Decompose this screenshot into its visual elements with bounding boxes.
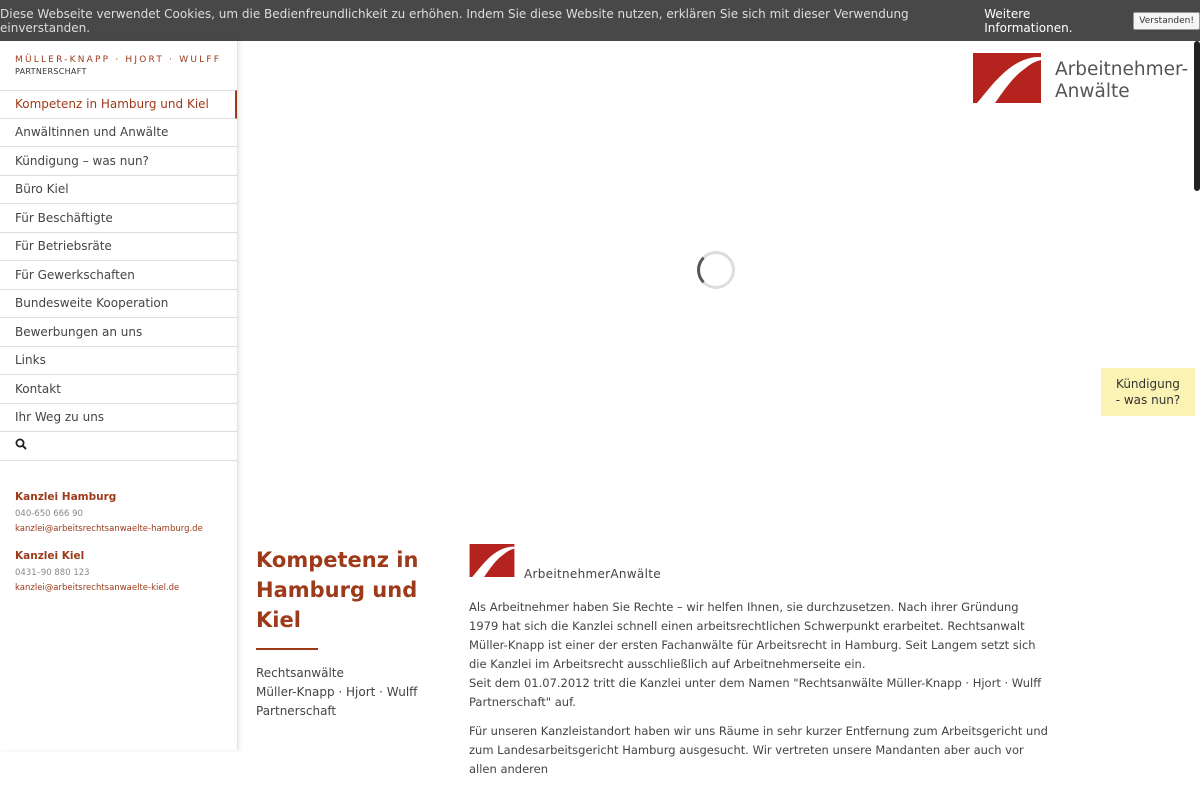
nav-item-kooperation[interactable]: Bundesweite Kooperation <box>0 290 237 319</box>
contact-kiel-email[interactable]: kanzlei@arbeitsrechtsanwaelte-kiel.de <box>15 582 180 593</box>
contacts <box>0 461 237 596</box>
cookie-more-link[interactable]: Weitere Informationen. <box>984 6 1073 35</box>
brand-subtitle: PARTNERSCHAFT <box>15 67 87 76</box>
logo-text-line2: Anwälte <box>1055 81 1130 102</box>
cookie-banner <box>0 0 1200 41</box>
logo-text <box>1055 59 1188 103</box>
nav-item-links[interactable]: Links <box>0 347 237 376</box>
main-content <box>469 544 1049 789</box>
logo-text-line1: Arbeitnehmer- <box>1055 59 1189 80</box>
intro-text-since: Seit dem 01.07.2012 tritt die Kanzlei unter dem Namen "Rechtsanwälte Müller-Knapp · Hjort · Wulff Partnerschaft" auf. <box>469 676 1042 709</box>
nav-item-gewerkschaften[interactable]: Für Gewerkschaften <box>0 261 237 290</box>
contact-hamburg-email[interactable]: kanzlei@arbeitsrechtsanwaelte-hamburg.de <box>15 523 203 534</box>
site-logo[interactable] <box>973 53 1188 107</box>
nav-item-kuendigung[interactable]: Kündigung – was nun? <box>0 147 237 176</box>
nav-item-betriebsraete[interactable]: Für Betriebsräte <box>0 233 237 262</box>
side-tab-line1: Kündigung <box>1116 377 1180 391</box>
intro-text: Als Arbeitnehmer haben Sie Rechte – wir helfen Ihnen, sie durchzusetzen. Nach ihrer Gründung 1979 hat sich die Kanzlei schnell einen arbeitsrechtlichen Schwerpunkt erarbeitet. Rechtsanwalt Müller-Knapp ist einer der ersten Fachanwälte für Arbeitsrecht in Hamburg. Seit Langem setzt sich die Kanzlei im Arbeitsrecht ausschließlich auf Arbeitnehmerseite ein. <box>469 600 1036 671</box>
nav-item-beschaeftigte[interactable]: Für Beschäftigte <box>0 204 237 233</box>
nav-item-bewerbungen[interactable]: Bewerbungen an uns <box>0 318 237 347</box>
nav-item-kontakt[interactable]: Kontakt <box>0 375 237 404</box>
subtitle-line1: Rechtsanwälte <box>256 666 344 680</box>
mini-logo-text: ArbeitnehmerAnwälte <box>524 567 661 581</box>
contact-hamburg-title: Kanzlei Hamburg <box>15 490 117 503</box>
loading-spinner-icon <box>697 251 735 289</box>
contact-hamburg <box>15 491 237 537</box>
mini-logo-mark-icon <box>469 544 515 581</box>
location-paragraph: Für unseren Kanzleistandort haben wir uns Räume in sehr kurzer Entfernung zum Arbeitsgericht und zum Landesarbeitsgericht Hamburg ausgesucht. Wir vertreten unsere Mandanten aber auch vor allen anderen <box>469 724 1048 776</box>
title-divider <box>256 648 318 650</box>
brand-name: MÜLLER-KNAPP · HJORT · WULFF <box>15 55 222 65</box>
contact-kiel-phone: 0431–90 880 123 <box>15 567 90 578</box>
page-title: Kompetenz in Hamburg und Kiel <box>256 548 419 632</box>
intro-paragraph <box>469 598 1049 712</box>
logo-mark-icon <box>973 53 1041 107</box>
mini-logo <box>469 544 1049 581</box>
search-icon[interactable] <box>15 438 27 453</box>
cookie-message: Diese Webseite verwendet Cookies, um die Bedienfreundlichkeit zu erhöhen. Indem Sie diese Website nutzen, erklären Sie sich mit dieser Verwendung einverstanden. <box>0 6 909 35</box>
nav-item-anwaelte[interactable]: Anwältinnen und Anwälte <box>0 119 237 148</box>
nav-item-buero-kiel[interactable]: Büro Kiel <box>0 176 237 205</box>
cookie-accept-button[interactable]: Verstanden! <box>1133 12 1200 30</box>
main-nav <box>0 90 237 461</box>
subtitle-line3: Partnerschaft <box>256 704 337 718</box>
contact-kiel-title: Kanzlei Kiel <box>15 549 85 562</box>
contact-hamburg-phone: 040-650 666 90 <box>15 508 83 519</box>
sidebar <box>0 41 238 750</box>
page-headline <box>256 545 446 721</box>
nav-item-kompetenz[interactable]: Kompetenz in Hamburg und Kiel <box>0 90 237 119</box>
subtitle-line2: Müller-Knapp · Hjort · Wulff <box>256 685 418 699</box>
contact-kiel <box>15 550 237 596</box>
kuendigung-side-tab[interactable] <box>1101 368 1195 416</box>
page-subtitle <box>256 664 446 721</box>
side-tab-line2: - was nun? <box>1115 393 1181 407</box>
brand[interactable] <box>0 41 237 90</box>
nav-item-weg[interactable]: Ihr Weg zu uns <box>0 404 237 433</box>
scrollbar[interactable] <box>1194 41 1200 191</box>
nav-search[interactable] <box>0 432 237 461</box>
